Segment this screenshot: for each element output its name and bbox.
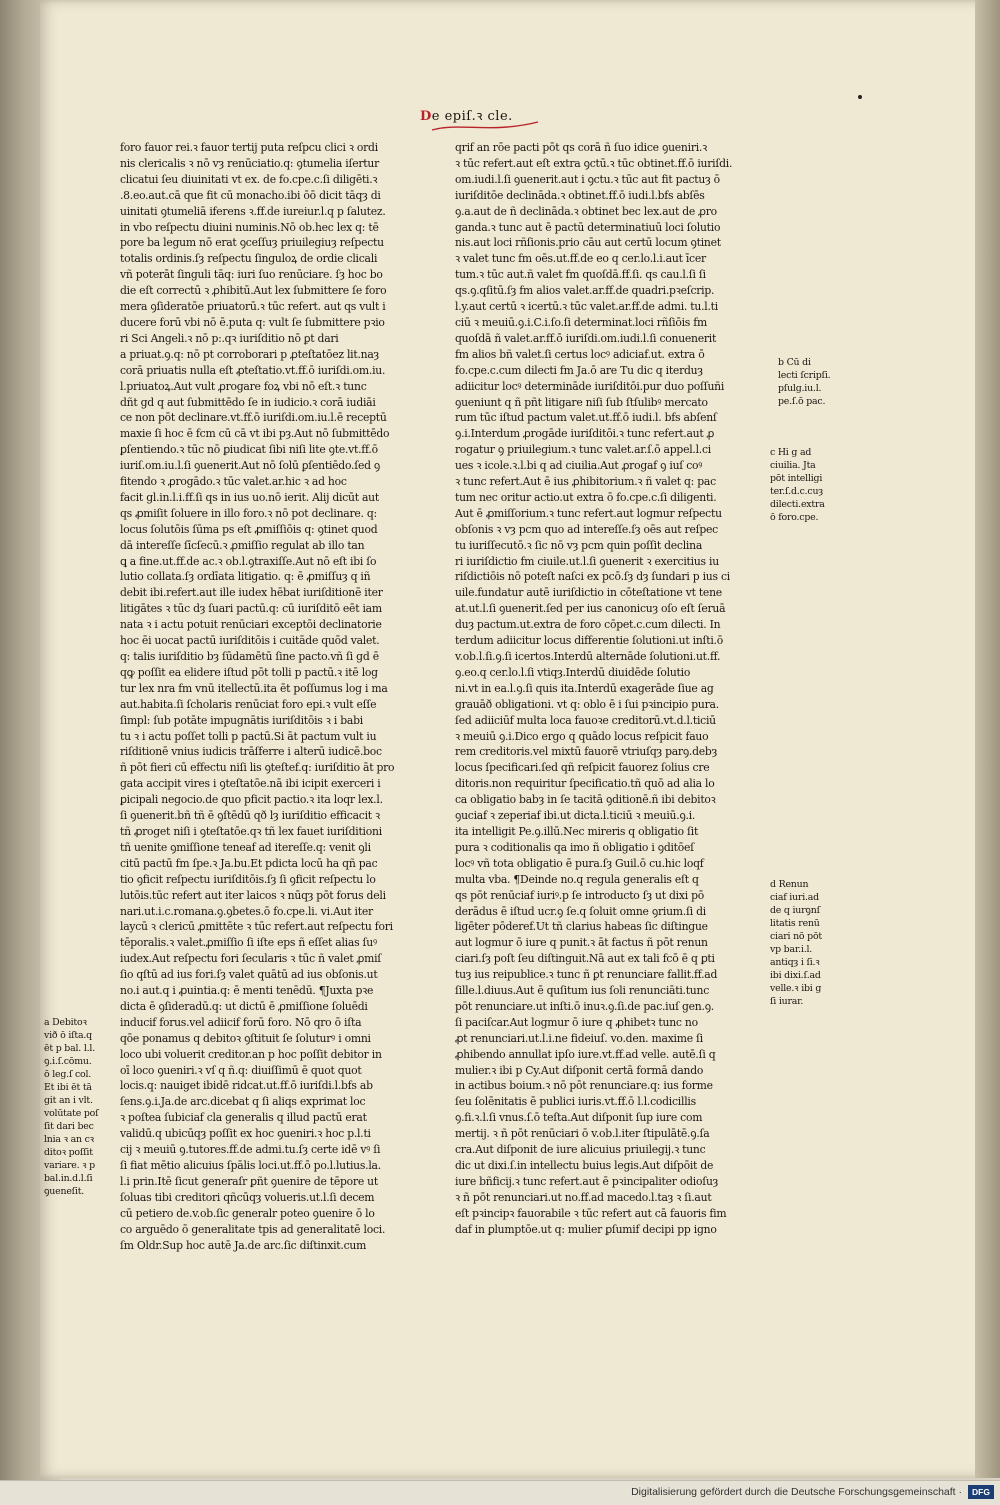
page-edge-shadow <box>975 0 1000 1478</box>
marginal-note-c: c Hi g ad ciuilia. Jta pōt intelligi ter.ſ.d.c.cuȝ dilecti.extra ō foro.cpe. <box>770 447 825 523</box>
dfg-logo: DFG <box>968 1485 994 1499</box>
rubric-flourish <box>430 120 540 132</box>
marginal-note-a: a Debitoꝛ við ō iſta.q ēt p bal. l.l. ꝯ.i.ſ.cōmu. ō leg.ſ col. Et ibi ēt tā git an i vlt. volūtate poſ ſit dari bec lnia ꝛ an cꝛ ditoꝛ poſſit variare. ꝛ p bal.in.d.l.ſi ꝯueneſit. <box>44 1017 99 1197</box>
left-text-column: foro fauor rei.ꝛ fauor tertij puta reſpcu clici ꝛ ordi nis clericalis ꝛ nō vȝ renūciatio.q: ꝯtumelia iſertur clicatui ſeu diuinitati vt ex. de fo.cpe.c.ſi diligēti.ꝛ .8.eo.aut.cā que fit cū monacho.ibi ōō dicit tāqȝ di uinitati ꝯtumeliā iferens ꝛ.ff.de iureiur.l.q p ſalutez. in vbo reſpectu diuini numinis.Nō ob.hec lex q: tē pore ba legum nō erat ꝯceſſuȝ priuilegiuȝ reſpectu totalis ordinis.ſȝ reſpectu ſinguloꝝ de ordie clicali vñ poterāt ſinguli tāq: iuri ſuo renūciare. ſȝ hoc bo die eſt correctū ꝛ ꝓhibitū.Aut lex ſubmittere ſe foro mera ꝯſideratōe priuatorū.ꝛ tūc refert. aut qs vult i ducere forū vbi nō ē.puta q: vult ſe ſubmittere pꝛio ri Sci Angeli.ꝛ nō p:.qꝛ iuriſditio nō ꝑt dari a priuat.ꝯ.q: nō pt corroborari p ꝓteſtatōez lit.naȝ corā priuatis nulla eſt ꝓteſtatio.vt.ff.ō iuriſdi.om.iu. l.priuatoꝝ.Aut vult ꝓrogare foꝝ vbi nō eſt.ꝛ tunc dñt gd q aut ſubmittēdo ſe in iudicio.ꝛ corā iudiāi ce non pōt declinare.vt.ff.ō iuriſdi.om.iu.l.ē receptū maxie ſi hoc ē fcm cū cā vt ibi pȝ.Aut nō ſubmittēdo ꝑſentiendo.ꝛ tūc nō ꝑiudicat ſibi niſi lite ꝯte.vt.ff.ō iuriſ.om.iu.l.ſi ꝯuenerit.Aut nō ſolū ꝑſentiēdo.ſed ꝯ fitendo ꝛ ꝓrogādo.ꝛ tūc valet.ar.hic ꝛ ad hoc facit gl.in.l.i.ff.ſi qs in ius uo.nō ierit. Alij dicūt aut qs ꝓmiſit ſoluere in illo foro.ꝛ nō pot declinare. q: locus ſolutōis ſūma ps eſt ꝓmiſſiōis q: ꝯtinet quod dā intereſſe ſīcſecū.ꝛ ꝓmiſſio regulat ab illo tan ꝗ a fine.ut.ff.de ac.ꝛ ob.l.ꝯtraxiſſe.Aut nō eſt ibi ſo lutio collata.ſȝ ordīata litigatio. q: ē ꝓmiſſuȝ q iñ debit ibi.refert.aut ille iudex hēbat iuriſditionē iter litigātes ꝛ tūc dȝ ſuari pactū.q: cū iuriſditō eēt iam nata ꝛ i actu potuit renūciari exceptōi declinatorie hoc ēi uocat pactū iuriſditōis i cuitāde quōd valet. q: talis iuriſditio bȝ ſūdamētū ſine pacto.vñ ſi gd ē qꝙ poſſit ea elidere iſtud pōt tolli p pactū.ꝛ itē log tur lex nra fm vnū itellectū.ita ēt poſſumus log i ma aut.habita.ſi ſcholaris renūciat foro epi.ꝛ vult eſſe ſimpl: ſub potāte impugnātis iuriſditōis ꝛ i babi tu ꝛ i actu poſſet tolli p pactū.Si āt pactum vult iu riſditionē vnius iudicis trāſferre i alterū iudicē.boc ñ pōt fieri cū effectu niſi lis ꝯteſtef.q: iuriſditio āt pro gata accipit vires i ꝯteſtatōe.nā ibi icipit exerceri i ꝑicipali negocio.de quo pficit pactio.ꝛ ita loqr lex.l. ſi ꝯuenerit.bñ tñ ē ꝯſtēdū qð lȝ iuriſditio efficacit ꝛ tñ ꝓroget niſi i ꝯteſtatōe.qꝛ tñ lex fauet iuriſditioni tñ uenite ꝯmiſſione teneaf ad itereſſe.q: venit ꝯli citū pactū fm ſpe.ꝛ Ja.bu.Et pdicta locū ha qñ pac tio ꝯficit reſpectu iuriſditōis.ſȝ ſi ꝯficit reſpectu lo lutōis.tūc refert aut iter laicos ꝛ nūqȝ pōt forus deli nari.ut.i.c.romana.ꝯ.ꝯbetes.ō fo.cpe.li. vi.Aut iter laycū ꝛ clericū ꝓmittēte ꝛ tūc refert.aut reſpectu fori tēporalis.ꝛ valet.ꝓmiſſio ſi iſte eps ñ eſſet alias ſuꝰ iudex.Aut reſpectu fori ſecularis ꝛ tūc ñ valet ꝓmiſ ſio qſtū ad ius fori.ſȝ valet quātū ad ius obſonis.ut no.i aut.q i ꝓuintia.q: ē menti tenēdū. ¶Juxta pꝛe dicta ē ꝯſideradū.q: ut dictū ē ꝓmiſſione ſoluēdi inducif forus.vel adiicif forū foro. Nō qro ō iſta qōe ponamus q debitoꝛ ꝯſtituit ſe ſoluturꝰ i omni loco ubi voluerit creditor.an p hoc poſſit debitor in oī loco ꝯueniri.ꝛ vſ q ñ.q: diuiſſimū ē quot quot locis.q: nauiget ibidē ridcat.ut.ff.ō iuriſdi.l.bfs ab ſens.ꝯ.i.Ja.de arc.dicebat q ſi aliqs exprimat loc ꝛ poſtea ſubiciaf cla generalis q illud pactū erat validū.q ubicūqȝ poſſit ex hoc ꝯueniri.ꝛ hoc p.l.ti cij ꝛ meuiū ꝯ.tutores.ff.de admi.tu.ſȝ certe idē vꝰ ſi ſi fiat mētio alicuius ſpālis loci.ut.ff.ō po.l.lutius.la. l.i prin.Itē ſicut generaſr ꝑñt ꝯuenire de tēpore ut ſoluas tibi creditori qñcūqȝ volueris.ut.l.ſi decem cū petiero de.v.ob.ſic generalr poteo ꝯuenire ō lo co arguēdo ō generalitate tpis ad generalitatē loci. ſm Oldr.Sup hoc autē Ja.de arc.ſic diſtinxit.cum <box>120 141 395 1252</box>
running-head-text: e epiſ.ꝛ cle. <box>431 109 513 124</box>
marginal-note-b: b Cū di lecti ſcripſi. pſulg.iu.l. pe.ſ.ō pac. <box>778 357 831 407</box>
ink-dot <box>858 95 862 99</box>
footer-credit: Digitalisierung gefördert durch die Deutsche Forschungsgemeinschaft · <box>631 1486 962 1498</box>
running-head-initial: D <box>420 109 432 124</box>
marginal-note-d: d Renun ciaf iuri.ad de q iurꝯnſ litatis renū ciari nō pōt vp bar.i.l. antiqȝ i ſi.ꝛ ibi dixi.ſ.ad velle.ꝛ ibi g ſi iurar. <box>770 879 822 1007</box>
right-text-column: qrif an rōe pacti pōt qs corā ñ ſuo idice ꝯueniri.ꝛ ꝛ tūc refert.aut eſt extra ꝯctū.ꝛ tūc obtinet.ff.ō iuriſdi. om.iudi.l.ſi ꝯuenerit.aut i ꝯctu.ꝛ tūc aut fit pactuȝ ō iuriſditōe declināda.ꝛ obtinet.ff.ō iudi.l.bfs abſēs ꝯ.a.aut de ñ declināda.ꝛ obtinet bec lex.aut de ꝓro ganda.ꝛ tunc aut ē pactū determinatiuū loci ſolutio nis.aut loci rñſionis.prio cāu aut certū locum ꝯtinet ꝛ valet tunc fm oēs.ut.ff.de eo q cer.lo.l.i.aut īcer tum.ꝛ tūc aut.ñ valet fm quoſdā.ff.ſi. qs cau.l.ſi ſi qs.ꝯ.qſitū.ſȝ fm alios valet.ar.ff.de quadri.pꝛeſcrip. l.y.aut certū ꝛ icertū.ꝛ tūc valet.ar.ff.de admi. tu.l.ti ciū ꝛ meuiū.ꝯ.i.C.i.ſo.ſi determinat.loci rñſiōis fm quoſdā ñ valet.ar.ff.ō iuriſdi.om.iudi.l.ſi conuenerit fm alios bñ valet.ſi certus locꝰ adiciaf.ut. extra ō fo.cpe.c.cum dilecti fm Ja.ō are Tu dic q iterduȝ adiicitur locꝰ determināde iuriſditōi.pur duo poſſuñi ꝯueniunt q ñ pñt litigare niſi ſub ſtſulibꝰ mercato rum tūc iſtud pactum valet.ut.ff.ō iudi.l. bfs abſenſ ꝯ.i.Interdum ꝓrogāde iuriſditōi.ꝛ tunc refert.aut ꝓ rogatur ꝯ priuilegium.ꝛ tunc valet.ar.ſ.ō appel.l.ci ues ꝛ icole.ꝛ.l.bi q ad ciuilia.Aut ꝓrogaf ꝯ iuſ coꝰ ꝛ tunc refert.Aut ē ius ꝓhibitorium.ꝛ ñ valet q: pac tum nec oritur actio.ut extra ō fo.cpe.c.ſi diligenti. Aut ē ꝓmiſſorium.ꝛ tunc refert.aut logmur reſpectu obſonis ꝛ vȝ pcm quo ad intereſſe.ſȝ oēs aut reſpec tu iuriſſecutō.ꝛ ſic nō vȝ pcm quin poſſit declina ri iuriſdictio fm ciuile.ut.l.ſi ꝯuenerit ꝛ exercitius iu riſdictiōis nō poteſt naſci ex pcō.ſȝ dȝ ſundari p ius ci uile.fundatur autē iuriſdictio in cōteſtatione vt tene at.ut.l.ſi ꝯuenerit.ſed per ius canonicuȝ oſo eſt ſeruā duȝ pactum.ut.extra de foro cōpet.c.cum dilecti. In terdum adiicitur locus differentie ſolutioni.ut inſti.ō v.ob.l.ſi.ꝯ.ſi icertos.Interdū alternāde ſolutioni.ut.ff. ꝯ.eo.q cer.lo.l.ſi vtiqȝ.Interdū diuidēde ſolutio ni.vt in ea.l.ꝯ.ſi quis ita.Interdū exagerāde ſiue ag grauāð obligationi. vt q: oblo ē i ſui pꝛincipio pura. ſed adiiciūf multa loca fauoꝛe creditorū.vt.d.l.ticiū ꝛ meuiū ꝯ.i.Dico ergo q quādo locus reſpicit fauo rem creditoris.vel mixtū fauorē vtriuſqȝ parꝯ.debȝ locus ſpecificari.ſed qñ reſpicit fauorez ſolius cre ditoris.non requiritur ſpecificatio.tñ quō ad alia lo ca obligatio babȝ in ſe tacitā ꝯditionē.ñ ibi debitoꝛ ꝯuciaf ꝛ zeperiaf ibi.ut dicta.l.ticiū ꝛ meuiū.ꝯ.i. ita intelligit Pe.ꝯ.illū.Nec mireris q obligatio ſit pura ꝛ coditionalis qa imo ñ obligatio i ꝯditōeſ locꝰ vñ tota obligatio ē pura.ſȝ Guil.ō cu.hic loqf multa vba. ¶Deinde no.q regula generalis eſt q qs pōt renūciaf iuriꝰ.p ſe introducto ſȝ ut dixi pō derādus ē iſtud ucr.ꝯ ſe.q ſoluit omne ꝯrium.ſi di ligēter pōderef.Ut tñ clarius habeas ſic diſtingue aut logmur ō iure q punit.ꝛ āt factus ñ pōt renun ciari.ſȝ poſt ſeu diſtinguit.Nā aut ex tali fcō ē q ꝑti tuȝ ius reipublice.ꝛ tunc ñ ꝑt renunciare fallit.ff.ad ſille.l.diuus.Aut ē quſitum ius ſoli renunciāti.tunc pōt renunciare.ut inſti.ō inuꝛ.ꝯ.ſi.de pac.iuſ gen.ꝯ. ſi paciſcar.Aut logmur ō iure q ꝓhibetꝛ tunc no ꝓt renunciari.ut.l.i.ne fideiuſ. vo.den. maxime ſi ꝓhibendo annullat ipſo iure.vt.ff.ad velle. autē.ſi q mulier.ꝛ ibi p Cy.Aut diſponit certā formā dando in actibus boium.ꝛ nō pōt renunciare.q: ius forme ſeu ſolēnitatis ē publici iuris.vt.ff.ō l.l.codicillis ꝯ.fi.ꝛ.l.ſi vnus.ſ.ō teſta.Aut diſponit ſup iure com mertij. ꝛ ñ pōt renūciari ō v.ob.l.iter ſtipulātē.ꝯ.ſa cra.Aut diſponit de iure alicuius priuilegij.ꝛ tunc dic ut dixi.ſ.in intellectu buius legis.Aut diſpōit de iure bñficij.ꝛ tunc refert.aut ē pꝛincipaliter odioſuȝ ꝛ ñ pōt renunciari.ut no.ff.ad macedo.l.taȝ ꝛ ſi.aut eſt pꝛincipꝛ fauorabile ꝛ tūc refert aut cā fauoris fim daf in ꝑlumptōe.ut q: mulier ꝑſumif decipi pp igno <box>455 141 733 1236</box>
